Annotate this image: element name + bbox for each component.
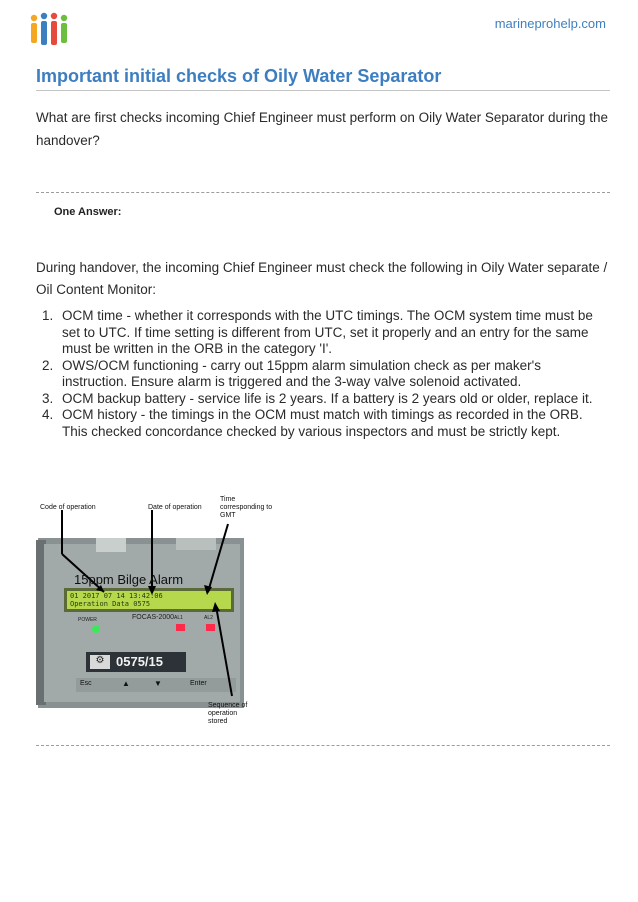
alarm-1-label: AL1 [174, 615, 183, 621]
question-text: What are first checks incoming Chief Engineer must perform on Oily Water Separator during the handover? [36, 110, 608, 148]
lcd-line-2: Operation Data 0575 [70, 600, 151, 608]
list-number: 1. [42, 308, 54, 323]
title-divider [36, 90, 610, 91]
key-esc: Esc [80, 680, 92, 687]
list-number: 4. [42, 407, 54, 422]
question-divider [36, 192, 610, 193]
list-number: 3. [42, 390, 54, 406]
annotation-time-gmt: Time corresponding to GMT [220, 496, 273, 519]
annotation-code-of-operation: Code of operation [40, 504, 96, 511]
list-item-text: OCM backup battery - service life is 2 years. If a battery is 2 years old or older, replace it. [62, 390, 593, 406]
model-label: FOCAS-2000 [132, 614, 175, 621]
list-item [36, 358, 610, 391]
gear-icon: ⚙ [95, 655, 105, 666]
ocm-panel-photo [36, 496, 306, 732]
list-item [36, 308, 610, 358]
page-title: Important initial checks of Oily Water Separator [36, 66, 442, 86]
marineprohelp-logo [28, 12, 70, 48]
panel-heading: 15ppm Bilge Alarm [74, 572, 184, 587]
annotation-sequence-stored: Sequence of operation stored [208, 702, 248, 725]
list-item [36, 391, 610, 408]
list-item-text: OCM history - the timings in the OCM must match with timings as recorded in the ORB. This checked concordance checked by various inspectors and must be strictly kept. [62, 407, 583, 439]
answer-intro: During handover, the incoming Chief Engineer must check the following in Oily Water separate / Oil Content Monitor: [36, 260, 608, 297]
list-item-text: OWS/OCM functioning - carry out 15ppm alarm simulation check as per maker's instruction. Ensure alarm is triggered and the 3-way valve solenoid activated. [62, 357, 541, 389]
alarm-2-label: AL2 [204, 615, 213, 621]
lcd-line-1: 01 2017 07 14 13:42:06 [70, 592, 163, 600]
key-down-icon: ▼ [154, 679, 162, 688]
checks-list [36, 308, 610, 440]
answer-heading: One Answer: [54, 206, 122, 218]
annotation-date-of-operation: Date of operation [148, 504, 202, 511]
site-url[interactable]: marineprohelp.com [494, 16, 606, 31]
list-item-text: OCM time - whether it corresponds with the UTC timings. The OCM system time must be set to UTC. If time setting is different from UTC, set it properly and an entry for the same must be written in the ORB in the category 'I'. [62, 308, 593, 356]
power-led-label: POWER [78, 617, 97, 623]
key-up-icon: ▲ [122, 679, 130, 688]
list-number: 2. [42, 357, 54, 373]
operation-counter: 0575/15 [116, 654, 163, 669]
list-item [36, 407, 610, 440]
footer-divider [36, 745, 610, 746]
key-enter: Enter [190, 680, 207, 687]
